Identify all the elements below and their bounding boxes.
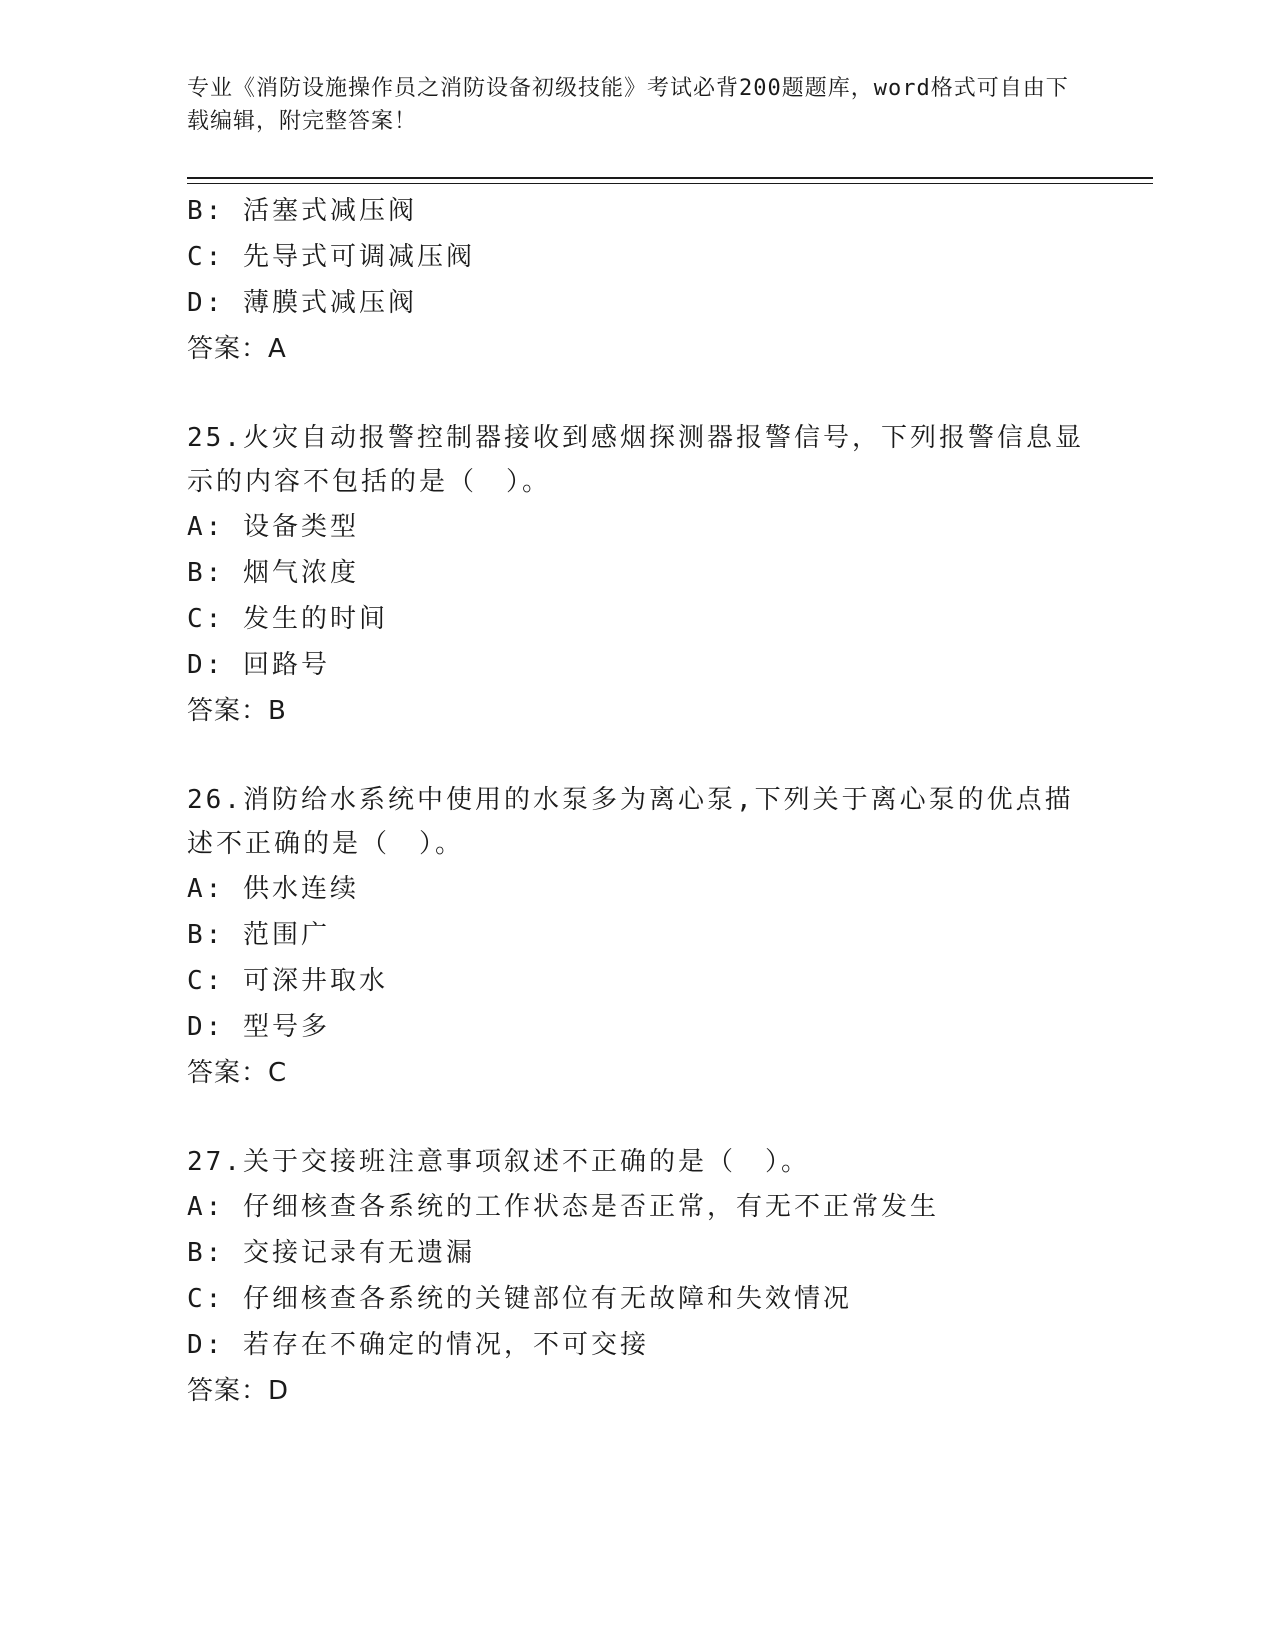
option-c: C: 仔细核查各系统的关键部位有无故障和失效情况 [187, 1284, 852, 1314]
header-rule-thick [187, 177, 1153, 179]
answer-line: 答案：B [187, 696, 287, 726]
option-c: C: 先导式可调减压阀 [187, 242, 475, 272]
option-b: B: 交接记录有无遗漏 [187, 1238, 475, 1268]
option-a: A: 设备类型 [187, 512, 359, 542]
question-block-26 [187, 778, 1087, 1096]
question-text: 25.火灾自动报警控制器接收到感烟探测器报警信号，下列报警信息显示的内容不包括的是（ ）。 [187, 423, 1084, 497]
option-d: D: 型号多 [187, 1012, 330, 1042]
option-d: D: 若存在不确定的情况，不可交接 [187, 1330, 649, 1360]
option-b: B: 活塞式减压阀 [187, 196, 417, 226]
answer-line: 答案：A [187, 334, 287, 364]
option-b: B: 烟气浓度 [187, 558, 359, 588]
answer-line: 答案：D [187, 1376, 290, 1406]
question-text: 27.关于交接班注意事项叙述不正确的是（ ）。 [187, 1147, 810, 1177]
option-c: C: 发生的时间 [187, 604, 388, 634]
document-header: 专业《消防设施操作员之消防设备初级技能》考试必背200题题库，word格式可自由下载编辑，附完整答案！ [187, 76, 1069, 134]
option-b: B: 范围广 [187, 920, 330, 950]
document-body [187, 188, 1087, 1414]
question-block-27 [187, 1140, 1087, 1414]
answer-line: 答案：C [187, 1058, 288, 1088]
option-d: D: 回路号 [187, 650, 330, 680]
question-text: 26.消防给水系统中使用的水泵多为离心泵,下列关于离心泵的优点描述不正确的是（ ）。 [187, 785, 1074, 859]
option-a: A: 仔细核查各系统的工作状态是否正常，有无不正常发生 [187, 1192, 939, 1222]
option-d: D: 薄膜式减压阀 [187, 288, 417, 318]
header-rule-thin [187, 183, 1153, 184]
prev-question-block [187, 188, 1087, 372]
question-block-25 [187, 416, 1087, 734]
option-c: C: 可深井取水 [187, 966, 388, 996]
option-a: A: 供水连续 [187, 874, 359, 904]
